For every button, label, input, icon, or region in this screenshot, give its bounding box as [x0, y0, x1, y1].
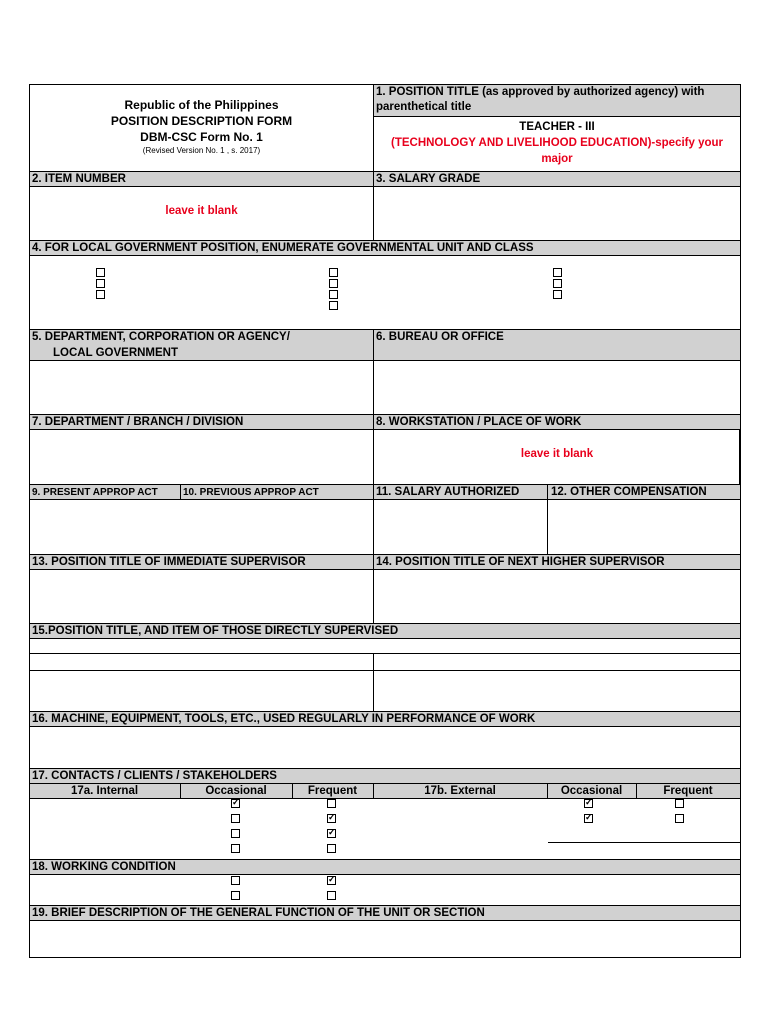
field-14-label: 14. POSITION TITLE OF NEXT HIGHER SUPERVISOR [376, 556, 665, 568]
equipment-field[interactable] [30, 727, 740, 768]
checkbox-checked[interactable] [231, 799, 240, 808]
checkbox[interactable] [553, 290, 562, 299]
checkbox-checked[interactable] [327, 814, 336, 823]
field-13-label: 13. POSITION TITLE OF IMMEDIATE SUPERVISOR [32, 556, 306, 568]
salary-authorized-field[interactable] [374, 500, 547, 554]
external-frequent-header: Frequent [663, 785, 713, 797]
field-1-label: 1. POSITION TITLE (as approved by authorized agency) with parenthetical title [376, 86, 705, 113]
field-7-label: 7. DEPARTMENT / BRANCH / DIVISION [32, 416, 244, 428]
field-8-label: 8. WORKSTATION / PLACE OF WORK [376, 416, 582, 428]
checkbox[interactable] [231, 876, 240, 885]
checkbox[interactable] [231, 829, 240, 838]
field-10-label: 10. PREVIOUS APPROP ACT [183, 487, 319, 498]
checkbox[interactable] [329, 279, 338, 288]
checkbox[interactable] [96, 268, 105, 277]
field-4-label: 4. FOR LOCAL GOVERNMENT POSITION, ENUMERATE GOVERNMENTAL UNIT AND CLASS [32, 242, 534, 254]
field-9-label: 9. PRESENT APPROP ACT [32, 487, 158, 498]
field-6-label: 6. BUREAU OR OFFICE [376, 331, 504, 343]
internal-column-header: 17a. Internal [70, 785, 139, 797]
checkbox[interactable] [96, 290, 105, 299]
checkbox[interactable] [96, 279, 105, 288]
checkbox[interactable] [329, 268, 338, 277]
approp-act-field[interactable] [30, 500, 373, 554]
item-number-field[interactable] [30, 187, 373, 240]
checkbox-checked[interactable] [327, 829, 336, 838]
internal-frequent-header: Frequent [307, 785, 358, 797]
field-11-label: 11. SALARY AUTHORIZED [376, 486, 520, 498]
general-function-field[interactable] [30, 921, 740, 957]
checkbox[interactable] [231, 814, 240, 823]
bureau-field[interactable] [374, 361, 740, 414]
item-number-note: leave it blank [165, 205, 238, 217]
field-16-label: 16. MACHINE, EQUIPMENT, TOOLS, ETC., USED REGULARLY IN PERFORMANCE OF WORK [32, 713, 536, 725]
checkbox-checked[interactable] [584, 814, 593, 823]
checkbox[interactable] [329, 301, 338, 310]
checkbox[interactable] [327, 891, 336, 900]
next-higher-supervisor-field[interactable] [374, 570, 740, 623]
checkbox[interactable] [553, 279, 562, 288]
field-19-label: 19. BRIEF DESCRIPTION OF THE GENERAL FUNCTION OF THE UNIT OR SECTION [32, 907, 485, 919]
form-number: DBM-CSC Form No. 1 [140, 130, 263, 144]
workstation-field[interactable] [374, 430, 739, 484]
position-title-note: (TECHNOLOGY AND LIVELIHOOD EDUCATION)-specify your major [390, 137, 724, 165]
internal-occasional-header: Occasional [205, 785, 267, 797]
salary-grade-field[interactable] [374, 187, 740, 240]
field-15-label: 15.POSITION TITLE, AND ITEM OF THOSE DIRECTLY SUPERVISED [32, 625, 399, 637]
checkbox-checked[interactable] [327, 876, 336, 885]
checkbox[interactable] [675, 799, 684, 808]
checkbox-checked[interactable] [584, 799, 593, 808]
field-5-label-line-2: LOCAL GOVERNMENT [53, 347, 179, 359]
form-header [29, 97, 374, 156]
checkbox[interactable] [231, 844, 240, 853]
republic-title: Republic of the Philippines [124, 98, 279, 112]
field-18-label: 18. WORKING CONDITION [32, 861, 176, 873]
form-name: POSITION DESCRIPTION FORM [110, 114, 293, 128]
other-compensation-field[interactable] [548, 500, 740, 554]
field-2-label: 2. ITEM NUMBER [32, 173, 126, 185]
external-column-header: 17b. External [424, 785, 496, 797]
division-field[interactable] [30, 430, 373, 484]
form-revision: (Revised Version No. 1 , s. 2017) [142, 146, 261, 155]
field-3-label: 3. SALARY GRADE [376, 173, 481, 185]
field-5-label: 5. DEPARTMENT, CORPORATION OR AGENCY/ [32, 331, 290, 343]
position-title-value[interactable]: TEACHER - III [519, 121, 595, 133]
checkbox[interactable] [553, 268, 562, 277]
workstation-note: leave it blank [520, 448, 594, 460]
field-17-label: 17. CONTACTS / CLIENTS / STAKEHOLDERS [32, 770, 277, 782]
external-occasional-header: Occasional [560, 785, 623, 797]
checkbox[interactable] [231, 891, 240, 900]
checkbox[interactable] [327, 844, 336, 853]
checkbox[interactable] [675, 814, 684, 823]
checkbox[interactable] [329, 290, 338, 299]
checkbox[interactable] [327, 799, 336, 808]
department-field[interactable] [30, 361, 373, 414]
field-12-label: 12. OTHER COMPENSATION [551, 486, 707, 498]
immediate-supervisor-field[interactable] [30, 570, 373, 623]
directly-supervised-field[interactable] [30, 639, 740, 711]
